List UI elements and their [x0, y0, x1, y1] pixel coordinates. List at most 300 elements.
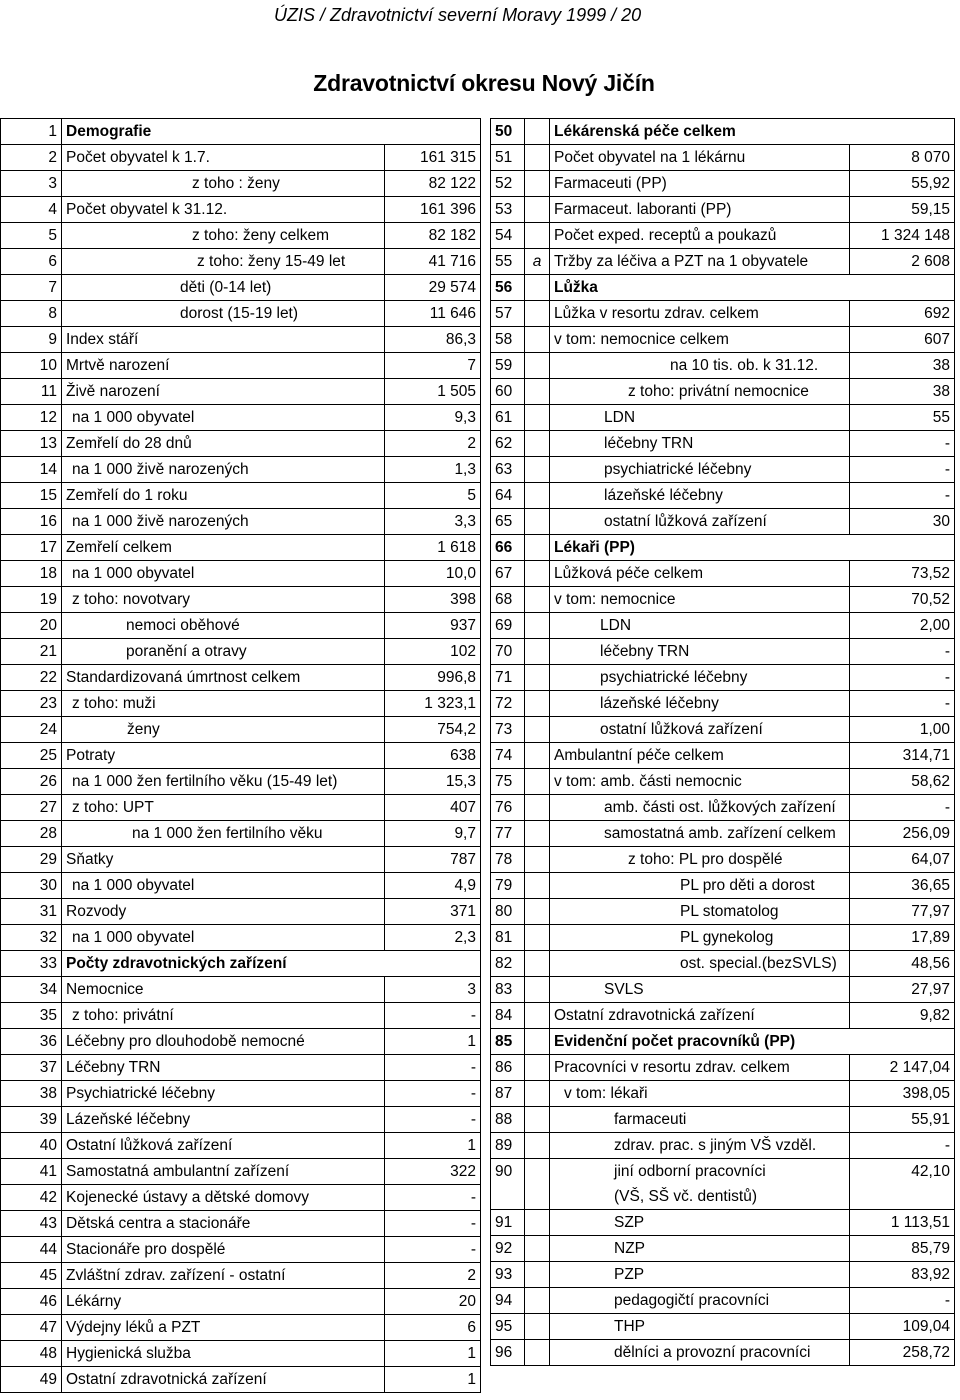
row-number: 28: [1, 821, 62, 847]
row-label: lázeňské léčebny: [550, 483, 850, 509]
row-number: 73: [491, 717, 525, 743]
row-value: 2: [385, 1263, 481, 1289]
table-row: [491, 379, 955, 405]
row-value: 27,97: [850, 977, 955, 1003]
row-number: 87: [491, 1081, 525, 1107]
row-label: z toho: ženy celkem: [62, 223, 385, 249]
row-label: pedagogičtí pracovníci: [550, 1288, 850, 1314]
row-value: 1: [385, 1133, 481, 1159]
row-flag: [525, 223, 550, 249]
row-number: 57: [491, 301, 525, 327]
row-flag: [525, 483, 550, 509]
table-row: [1, 977, 481, 1003]
row-label: Zemřelí do 28 dnů: [62, 431, 385, 457]
row-flag: [525, 379, 550, 405]
row-value: 314,71: [850, 743, 955, 769]
row-value: 73,52: [850, 561, 955, 587]
row-value: 161 396: [385, 197, 481, 223]
row-number: 63: [491, 457, 525, 483]
table-row: [491, 509, 955, 535]
row-value: 82 122: [385, 171, 481, 197]
row-flag: [525, 197, 550, 223]
row-label: ostatní lůžková zařízení: [550, 509, 850, 535]
table-row: [491, 171, 955, 197]
row-flag: [525, 353, 550, 379]
row-number: 1: [1, 119, 62, 145]
table-row: [1, 1081, 481, 1107]
row-flag: [525, 717, 550, 743]
row-label: Dětská centra a stacionáře: [62, 1211, 385, 1237]
row-value: 82 182: [385, 223, 481, 249]
row-label: SVLS: [550, 977, 850, 1003]
row-number: 43: [1, 1211, 62, 1237]
row-label: Potraty: [62, 743, 385, 769]
row-label: Počty zdravotnických zařízení: [62, 951, 385, 977]
row-number: 38: [1, 1081, 62, 1107]
row-number: 77: [491, 821, 525, 847]
row-label: na 10 tis. ob. k 31.12.: [550, 353, 850, 379]
row-value: 2,00: [850, 613, 955, 639]
row-number: 42: [1, 1185, 62, 1211]
row-number: 20: [1, 613, 62, 639]
row-value: -: [850, 1288, 955, 1314]
row-number: 35: [1, 1003, 62, 1029]
table-row: [1, 691, 481, 717]
row-number: 78: [491, 847, 525, 873]
table-row: [1, 1289, 481, 1315]
table-row: [491, 1184, 955, 1210]
row-number: 60: [491, 379, 525, 405]
table-row: [1, 1185, 481, 1211]
row-label: Demografie: [62, 119, 385, 145]
row-value: -: [385, 1185, 481, 1211]
row-value: 58,62: [850, 769, 955, 795]
row-value: 256,09: [850, 821, 955, 847]
row-label: dorost (15-19 let): [62, 301, 385, 327]
row-value: 398,05: [850, 1081, 955, 1107]
row-number: 23: [1, 691, 62, 717]
row-value: 29 574: [385, 275, 481, 301]
row-value: 322: [385, 1159, 481, 1185]
row-number: 22: [1, 665, 62, 691]
row-number: 81: [491, 925, 525, 951]
row-flag: [525, 1029, 550, 1055]
row-flag: [525, 301, 550, 327]
table-row: [491, 249, 955, 275]
table-row: [1, 249, 481, 275]
table-row: [1, 1237, 481, 1263]
row-flag: [525, 847, 550, 873]
row-flag: [525, 171, 550, 197]
table-row: [1, 795, 481, 821]
row-label: na 1 000 živě narozených: [62, 457, 385, 483]
row-label: Samostatná ambulantní zařízení: [62, 1159, 385, 1185]
row-label: Ostatní zdravotnická zařízení: [62, 1367, 385, 1393]
row-number: 50: [491, 119, 525, 145]
row-number: 24: [1, 717, 62, 743]
row-flag: [525, 1107, 550, 1133]
row-number: 46: [1, 1289, 62, 1315]
row-number: 29: [1, 847, 62, 873]
row-number: 76: [491, 795, 525, 821]
table-row: [1, 613, 481, 639]
row-value: 38: [850, 379, 955, 405]
row-flag: [525, 1081, 550, 1107]
row-value: 20: [385, 1289, 481, 1315]
row-flag: [525, 925, 550, 951]
table-row: [1, 1029, 481, 1055]
row-label: zdrav. prac. s jiným VŠ vzděl.: [550, 1133, 850, 1159]
row-number: 59: [491, 353, 525, 379]
page-title: Zdravotnictví okresu Nový Jičín: [313, 70, 655, 96]
table-row: [1, 197, 481, 223]
table-row: [1, 873, 481, 899]
row-value: 1 323,1: [385, 691, 481, 717]
row-label: lázeňské léčebny: [550, 691, 850, 717]
table-row: [1, 327, 481, 353]
row-number: 12: [1, 405, 62, 431]
table-row: [1, 145, 481, 171]
row-value: 102: [385, 639, 481, 665]
row-number: 92: [491, 1236, 525, 1262]
row-label: Počet obyvatel na 1 lékárnu: [550, 145, 850, 171]
table-row: [1, 639, 481, 665]
row-flag: [525, 1003, 550, 1029]
row-flag: [525, 1288, 550, 1314]
row-value: 161 315: [385, 145, 481, 171]
row-value: [850, 1184, 955, 1210]
row-label: Rozvody: [62, 899, 385, 925]
row-number: [491, 1184, 525, 1210]
table-row: [491, 119, 955, 145]
row-number: 71: [491, 665, 525, 691]
row-number: 56: [491, 275, 525, 301]
row-label: Lůžka v resortu zdrav. celkem: [550, 301, 850, 327]
row-flag: [525, 457, 550, 483]
row-number: 96: [491, 1340, 525, 1366]
row-value: -: [385, 1211, 481, 1237]
row-flag: [525, 1184, 550, 1210]
table-row: [1, 535, 481, 561]
row-number: 83: [491, 977, 525, 1003]
row-number: 26: [1, 769, 62, 795]
row-label: Ostatní zdravotnická zařízení: [550, 1003, 850, 1029]
row-label: v tom: lékaři: [550, 1081, 850, 1107]
row-flag: [525, 769, 550, 795]
row-number: 68: [491, 587, 525, 613]
row-value: -: [850, 431, 955, 457]
row-number: 27: [1, 795, 62, 821]
table-row: [491, 1081, 955, 1107]
table-row: [1, 1367, 481, 1393]
row-label: PL gynekolog: [550, 925, 850, 951]
row-label: nemoci oběhové: [62, 613, 385, 639]
table-row: [1, 847, 481, 873]
table-row: [491, 483, 955, 509]
row-number: 52: [491, 171, 525, 197]
table-row: [1, 431, 481, 457]
row-number: 69: [491, 613, 525, 639]
row-label: Lázeňské léčebny: [62, 1107, 385, 1133]
row-flag: [525, 1159, 550, 1185]
row-label: Lékaři (PP): [550, 535, 850, 561]
row-label: Psychiatrické léčebny: [62, 1081, 385, 1107]
row-value: 692: [850, 301, 955, 327]
row-label: děti (0-14 let): [62, 275, 385, 301]
row-number: 7: [1, 275, 62, 301]
row-flag: [525, 977, 550, 1003]
row-label: na 1 000 živě narozených: [62, 509, 385, 535]
row-label: Pracovníci v resortu zdrav. celkem: [550, 1055, 850, 1081]
table-row: [491, 457, 955, 483]
row-number: 10: [1, 353, 62, 379]
row-value: -: [385, 1237, 481, 1263]
row-label: Farmaceuti (PP): [550, 171, 850, 197]
row-number: 67: [491, 561, 525, 587]
row-number: 18: [1, 561, 62, 587]
table-row: [491, 275, 955, 301]
row-value: 7: [385, 353, 481, 379]
row-label: Zemřelí do 1 roku: [62, 483, 385, 509]
row-number: 72: [491, 691, 525, 717]
table-row: [491, 1314, 955, 1340]
table-row: [1, 1159, 481, 1185]
row-flag: [525, 509, 550, 535]
row-value: 371: [385, 899, 481, 925]
row-value: 55,92: [850, 171, 955, 197]
row-label: z toho: ženy 15-49 let: [62, 249, 385, 275]
row-value: 1: [385, 1341, 481, 1367]
row-number: 9: [1, 327, 62, 353]
row-value: 2,3: [385, 925, 481, 951]
row-label: ostatní lůžková zařízení: [550, 717, 850, 743]
row-value: -: [850, 665, 955, 691]
table-row: [1, 821, 481, 847]
row-number: 74: [491, 743, 525, 769]
row-number: 58: [491, 327, 525, 353]
row-number: 79: [491, 873, 525, 899]
row-label: na 1 000 obyvatel: [62, 873, 385, 899]
table-row: [491, 535, 955, 561]
row-label: z toho : ženy: [62, 171, 385, 197]
row-number: 37: [1, 1055, 62, 1081]
row-label: z toho: novotvary: [62, 587, 385, 613]
right-indicator-table: [490, 118, 955, 1366]
row-flag: a: [525, 249, 550, 275]
row-label: z toho: privátní: [62, 1003, 385, 1029]
row-value: 55,91: [850, 1107, 955, 1133]
row-label: Ostatní lůžková zařízení: [62, 1133, 385, 1159]
row-value: 86,3: [385, 327, 481, 353]
row-label: z toho: privátní nemocnice: [550, 379, 850, 405]
table-row: [1, 743, 481, 769]
row-number: 33: [1, 951, 62, 977]
row-label: ženy: [62, 717, 385, 743]
table-row: [491, 1107, 955, 1133]
row-number: 19: [1, 587, 62, 613]
row-label: z toho: PL pro dospělé: [550, 847, 850, 873]
row-flag: [525, 665, 550, 691]
row-value: 787: [385, 847, 481, 873]
table-row: [1, 899, 481, 925]
row-number: 31: [1, 899, 62, 925]
row-label: amb. části ost. lůžkových zařízení: [550, 795, 850, 821]
row-label: Živě narození: [62, 379, 385, 405]
row-number: 55: [491, 249, 525, 275]
row-value: 41 716: [385, 249, 481, 275]
row-flag: [525, 119, 550, 145]
row-label: jiní odborní pracovníci: [550, 1159, 850, 1185]
row-value: 1,3: [385, 457, 481, 483]
row-label: Počet obyvatel k 1.7.: [62, 145, 385, 171]
row-label: Farmaceut. laboranti (PP): [550, 197, 850, 223]
row-value: 754,2: [385, 717, 481, 743]
table-row: [491, 1288, 955, 1314]
row-label: na 1 000 žen fertilního věku (15-49 let): [62, 769, 385, 795]
row-label: Tržby za léčiva a PZT na 1 obyvatele: [550, 249, 850, 275]
row-value: 17,89: [850, 925, 955, 951]
table-row: [491, 665, 955, 691]
row-flag: [525, 613, 550, 639]
table-row: [1, 1341, 481, 1367]
table-row: [1, 275, 481, 301]
row-label: LDN: [550, 405, 850, 431]
row-value: 2: [385, 431, 481, 457]
row-number: 6: [1, 249, 62, 275]
row-number: 32: [1, 925, 62, 951]
row-value: 1: [385, 1367, 481, 1393]
row-value: [850, 275, 955, 301]
row-number: 91: [491, 1210, 525, 1236]
row-label: Léčebny pro dlouhodobě nemocné: [62, 1029, 385, 1055]
row-flag: [525, 535, 550, 561]
row-label: z toho: UPT: [62, 795, 385, 821]
row-flag: [525, 1236, 550, 1262]
row-label: Zemřelí celkem: [62, 535, 385, 561]
table-row: [491, 691, 955, 717]
table-row: [1, 509, 481, 535]
row-flag: [525, 431, 550, 457]
row-label: SZP: [550, 1210, 850, 1236]
row-label: Lékárenská péče celkem: [550, 119, 850, 145]
row-number: 84: [491, 1003, 525, 1029]
table-row: [1, 223, 481, 249]
row-number: 44: [1, 1237, 62, 1263]
row-value: 30: [850, 509, 955, 535]
row-flag: [525, 639, 550, 665]
row-number: 11: [1, 379, 62, 405]
row-number: 80: [491, 899, 525, 925]
table-row: [1, 301, 481, 327]
table-row: [491, 873, 955, 899]
table-row: [1, 1107, 481, 1133]
row-label: Mrtvě narození: [62, 353, 385, 379]
row-value: 11 646: [385, 301, 481, 327]
table-row: [491, 847, 955, 873]
row-value: 1: [385, 1029, 481, 1055]
row-number: 34: [1, 977, 62, 1003]
row-number: 93: [491, 1262, 525, 1288]
row-label: léčebny TRN: [550, 639, 850, 665]
table-row: [491, 197, 955, 223]
row-value: 258,72: [850, 1340, 955, 1366]
row-number: 90: [491, 1159, 525, 1185]
row-label: v tom: nemocnice celkem: [550, 327, 850, 353]
table-row: [491, 1159, 955, 1185]
table-row: [491, 431, 955, 457]
row-number: 53: [491, 197, 525, 223]
row-value: 9,7: [385, 821, 481, 847]
row-number: 66: [491, 535, 525, 561]
left-table-body: [1, 119, 481, 1393]
table-row: [491, 743, 955, 769]
row-number: 51: [491, 145, 525, 171]
row-number: 75: [491, 769, 525, 795]
row-value: 59,15: [850, 197, 955, 223]
row-value: 10,0: [385, 561, 481, 587]
row-number: 14: [1, 457, 62, 483]
row-number: 30: [1, 873, 62, 899]
row-label: na 1 000 obyvatel: [62, 561, 385, 587]
table-row: [1, 457, 481, 483]
row-number: 49: [1, 1367, 62, 1393]
table-row: [491, 977, 955, 1003]
row-label: PL pro děti a dorost: [550, 873, 850, 899]
row-label: Stacionáře pro dospělé: [62, 1237, 385, 1263]
row-label: Index stáří: [62, 327, 385, 353]
table-row: [491, 301, 955, 327]
table-row: [491, 1340, 955, 1366]
row-label: Kojenecké ústavy a dětské domovy: [62, 1185, 385, 1211]
row-label: Ambulantní péče celkem: [550, 743, 850, 769]
row-value: [850, 1029, 955, 1055]
row-label: Lůžka: [550, 275, 850, 301]
row-label: Sňatky: [62, 847, 385, 873]
row-value: 2 608: [850, 249, 955, 275]
row-number: 65: [491, 509, 525, 535]
row-label: psychiatrické léčebny: [550, 457, 850, 483]
row-number: 64: [491, 483, 525, 509]
row-value: 83,92: [850, 1262, 955, 1288]
table-row: [491, 1055, 955, 1081]
row-value: 638: [385, 743, 481, 769]
row-number: 70: [491, 639, 525, 665]
row-number: 85: [491, 1029, 525, 1055]
row-value: 15,3: [385, 769, 481, 795]
row-number: 62: [491, 431, 525, 457]
row-value: 937: [385, 613, 481, 639]
row-flag: [525, 405, 550, 431]
row-label: léčebny TRN: [550, 431, 850, 457]
row-flag: [525, 275, 550, 301]
row-flag: [525, 1133, 550, 1159]
row-value: 407: [385, 795, 481, 821]
row-number: 47: [1, 1315, 62, 1341]
row-label: Výdejny léků a PZT: [62, 1315, 385, 1341]
row-value: -: [385, 1055, 481, 1081]
row-number: 16: [1, 509, 62, 535]
table-row: [491, 353, 955, 379]
table-row: [1, 379, 481, 405]
row-label: v tom: amb. části nemocnic: [550, 769, 850, 795]
row-number: 13: [1, 431, 62, 457]
row-value: [385, 951, 481, 977]
row-label: Léčebny TRN: [62, 1055, 385, 1081]
row-value: 77,97: [850, 899, 955, 925]
table-row: [1, 171, 481, 197]
row-number: 3: [1, 171, 62, 197]
row-value: 85,79: [850, 1236, 955, 1262]
